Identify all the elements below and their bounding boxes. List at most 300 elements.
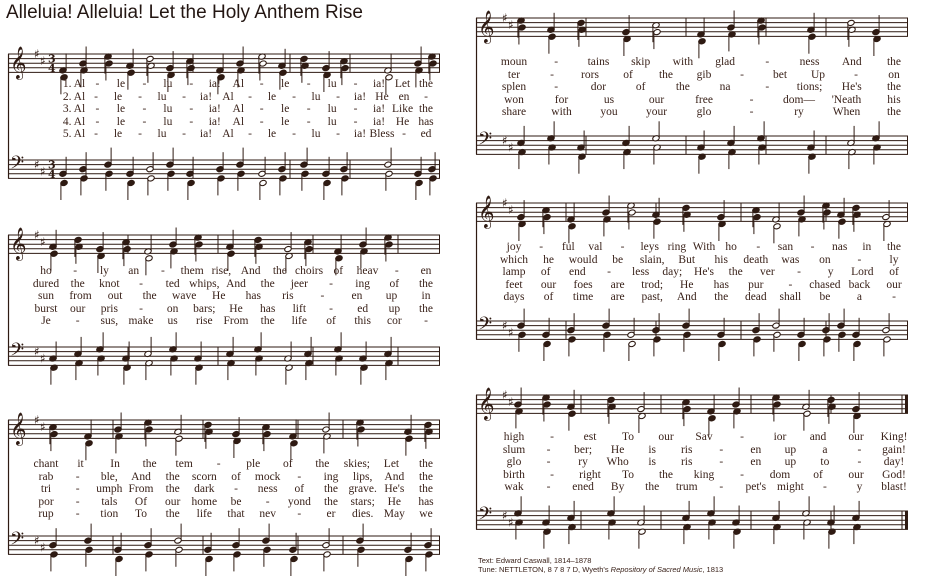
lyric-syllable: pris [100, 302, 118, 315]
lyric-syllable: moun [500, 56, 528, 68]
note-icon [236, 46, 244, 67]
note-icon [653, 336, 661, 357]
lyric-hyphen: - [336, 90, 340, 103]
sharp-icon: ♯ [40, 419, 46, 434]
lyric-syllable: gib [696, 68, 712, 81]
note-icon [803, 410, 811, 431]
credits [478, 556, 723, 574]
lyric-hyphen: - [297, 470, 302, 483]
lyric-line-verse-1 [8, 265, 440, 278]
hymn-title: Alleluia! Alleluia! Let the Holy Anthem Rise [6, 2, 363, 23]
bass-clef-icon: 𝄢 [478, 503, 493, 529]
lyric-syllable: And [676, 291, 697, 304]
lyric-syllable: to [820, 456, 830, 469]
lyric-syllable: right [579, 468, 601, 481]
tune-credit-prefix: Tune: NETTLETON, 8 7 8 7 D, Wyeth's [478, 565, 611, 574]
lyric-hyphen: - [320, 290, 325, 303]
lyric-syllable: King! [880, 431, 908, 443]
note-icon [883, 220, 891, 241]
bass-staff [8, 533, 440, 554]
sharp-icon: ♯ [502, 133, 508, 148]
note-icon [174, 524, 182, 545]
lyric-syllable: birth [503, 468, 525, 481]
note-icon [359, 227, 367, 248]
lyric-syllable: the [165, 508, 180, 521]
lyric-line-verse-4 [476, 94, 908, 107]
lyric-syllable: y [856, 481, 863, 494]
note-icon [301, 170, 309, 191]
lyric-hyphen: - [182, 90, 186, 103]
lyric-syllable: our [69, 302, 86, 315]
note-icon [623, 149, 631, 170]
note-icon [543, 528, 551, 549]
note-icon [828, 528, 836, 549]
lyric-hyphen: - [306, 103, 311, 116]
lyric-hyphen: - [336, 128, 340, 141]
lyric-syllable: ry [578, 456, 588, 469]
sharp-icon: ♯ [508, 17, 514, 32]
lyric-syllable: nas [832, 241, 848, 253]
lyric-hyphen: - [857, 456, 862, 469]
note-icon [853, 524, 861, 545]
lyric-syllable: of [333, 265, 344, 277]
note-icon [79, 152, 87, 173]
lyric-syllable: lu [327, 103, 337, 116]
note-icon [305, 360, 313, 381]
lyric-line-verse-5 [476, 106, 908, 119]
lyric-syllable: the [886, 81, 902, 94]
note-icon [638, 412, 646, 433]
sharp-icon: ♯ [508, 394, 514, 409]
note-icon [85, 546, 93, 567]
note-icon [385, 360, 393, 381]
lyric-syllable: wak [504, 481, 524, 494]
lyric-syllable: the [323, 495, 339, 508]
lyrics-block [8, 78, 440, 141]
sharp-icon: ♯ [40, 53, 46, 68]
note-icon [882, 313, 890, 334]
lyric-syllable: ry [794, 106, 804, 119]
lyric-syllable: y [827, 266, 834, 279]
note-icon [175, 546, 183, 567]
lyric-syllable: dies. [351, 508, 374, 521]
note-icon [638, 528, 646, 549]
lyric-hyphen: - [73, 265, 78, 277]
lyric-syllable: en [750, 456, 762, 469]
note-icon [707, 496, 715, 517]
lyric-syllable: ia! [208, 115, 221, 128]
lyric-hyphen: - [142, 115, 147, 128]
lyric-syllable: rise [196, 315, 213, 328]
lyric-hyphen: - [75, 508, 80, 521]
lyric-syllable: tals [101, 495, 118, 508]
lyric-syllable: make [128, 315, 154, 328]
lyric-syllable: He [229, 302, 243, 315]
lyric-hyphen: - [161, 265, 165, 277]
note-icon [424, 528, 432, 549]
note-icon [357, 546, 365, 567]
lyric-syllable: ly [99, 265, 109, 277]
lyric-syllable: time [572, 291, 594, 304]
note-icon [603, 216, 611, 237]
lyric-syllable: day; [662, 266, 683, 279]
note-icon [848, 149, 856, 170]
lyric-syllable: dark [194, 483, 215, 496]
note-icon [753, 214, 761, 235]
lyric-syllable: lu [327, 78, 337, 90]
note-icon [757, 121, 765, 142]
note-icon [175, 435, 183, 456]
note-icon [578, 153, 586, 174]
lyric-syllable: ened [572, 481, 594, 494]
lyric-syllable: with [551, 106, 572, 119]
lyric-syllable: has [418, 495, 434, 508]
lyric-syllable: 5. Al [62, 128, 86, 141]
lyric-syllable: God! [882, 468, 906, 481]
lyric-syllable: yond [287, 495, 311, 508]
lyric-hyphen: - [248, 90, 252, 103]
lyric-line-verse-1 [476, 56, 908, 69]
lyric-hyphen: - [810, 241, 815, 253]
note-icon [623, 35, 631, 56]
lyric-hyphen: - [139, 277, 143, 290]
lyric-hyphen: - [189, 103, 194, 116]
lyric-syllable: 3. Al [62, 103, 86, 116]
lyric-syllable: Al [232, 115, 245, 128]
lyric-syllable: He [387, 495, 402, 508]
note-icon [798, 216, 806, 237]
lyric-syllable: Al [232, 78, 245, 90]
treble-staff [476, 395, 908, 413]
lyric-hyphen: - [424, 315, 428, 328]
lyric-syllable: of [231, 470, 241, 483]
lyrics-block [8, 265, 440, 328]
lyric-hyphen: - [353, 78, 358, 90]
lyric-hyphen: - [394, 265, 399, 277]
lyric-hyphen: - [234, 483, 238, 496]
note-icon [145, 360, 153, 381]
note-icon [628, 209, 636, 230]
note-icon [123, 364, 131, 385]
note-icon [518, 149, 526, 170]
lyric-syllable: of [540, 266, 551, 279]
lyric-hyphen: - [94, 90, 98, 103]
lyric-syllable: chased [809, 278, 841, 291]
lyric-syllable: less [632, 266, 650, 279]
lyric-syllable: wave [172, 290, 197, 303]
lyric-syllable: ful [561, 241, 575, 253]
lyric-line-verse-5 [476, 291, 908, 304]
note-icon [60, 179, 68, 200]
lyric-line-verse-3 [476, 266, 908, 279]
lyric-line-verse-1 [476, 241, 908, 254]
note-icon [543, 214, 551, 235]
sharp-icon: ♯ [40, 164, 46, 179]
lyric-syllable: Sav [695, 431, 713, 443]
lyric-syllable: ly [889, 253, 899, 266]
music-system-4 [476, 10, 908, 160]
note-icon [285, 364, 293, 385]
lyric-syllable: has [259, 302, 276, 315]
lyric-syllable: trod; [641, 278, 664, 291]
lyric-hyphen: - [75, 470, 80, 483]
lyric-syllable: of [326, 315, 336, 328]
lyric-syllable: with [672, 56, 694, 68]
lyric-syllable: ver [759, 266, 775, 279]
lyric-hyphen: - [719, 456, 724, 469]
bass-clef-icon: 𝄢 [478, 313, 493, 339]
lyric-syllable: 1. Al [62, 78, 86, 90]
sharp-icon: ♯ [34, 412, 40, 427]
lyric-hyphen: - [822, 481, 827, 494]
lyric-syllable: the [260, 277, 275, 290]
lyric-syllable: ia! [372, 115, 386, 128]
lyric-syllable: By [610, 481, 625, 494]
sharp-icon: ♯ [34, 157, 40, 172]
lyric-syllable: lu [157, 128, 167, 141]
lyric-syllable: ness [257, 483, 278, 496]
lyric-syllable: lu [311, 90, 321, 103]
treble-clef-icon: 𝄞 [10, 226, 27, 260]
note-icon [254, 332, 262, 353]
lyric-syllable: stars; [350, 495, 375, 508]
lyric-syllable: ed [357, 302, 369, 315]
lyrics-block [8, 458, 440, 521]
sharp-icon: ♯ [34, 227, 40, 242]
lyric-syllable: skies; [343, 458, 371, 470]
lyric-hyphen: - [75, 483, 80, 496]
lyric-syllable: the [418, 103, 434, 116]
lyric-syllable: for [554, 93, 569, 106]
note-icon [415, 179, 423, 200]
lyric-syllable: the [886, 56, 902, 68]
music-system-6 [476, 383, 908, 551]
lyric-syllable: mock [254, 470, 281, 483]
lyric-syllable: le [281, 103, 290, 116]
lyric-hyphen: - [248, 128, 252, 141]
note-icon [385, 241, 393, 262]
lyric-syllable: rors [581, 68, 599, 81]
note-icon [236, 148, 244, 169]
lyric-syllable: be [819, 291, 831, 304]
lyric-syllable: us [603, 93, 615, 106]
lyric-syllable: grave. [348, 483, 377, 496]
lyric-syllable: May [383, 508, 405, 521]
lyric-syllable: the [675, 81, 690, 94]
note-icon [195, 241, 203, 262]
sharp-icon: ♯ [34, 533, 40, 548]
lyric-syllable: ia! [353, 90, 367, 103]
lyric-syllable: lu [157, 90, 167, 103]
lyric-syllable: In [110, 458, 120, 470]
music-system-5 [476, 195, 908, 355]
note-icon [166, 148, 174, 169]
lyric-syllable: might [776, 481, 804, 494]
lyric-syllable: ter [507, 68, 521, 81]
lyric-line-verse-5 [8, 508, 440, 521]
lyric-hyphen: - [740, 468, 744, 481]
lyric-syllable: He's [384, 483, 405, 496]
lyric-hyphen: - [797, 266, 801, 279]
note-icon [752, 313, 760, 334]
lyric-hyphen: - [620, 241, 625, 253]
note-icon [773, 524, 781, 545]
lyric-hyphen: - [259, 115, 264, 128]
lyric-hyphen: - [265, 495, 270, 508]
lyric-syllable: gain! [882, 443, 906, 456]
lyric-syllable: est [583, 431, 597, 443]
lyric-syllable: of [389, 277, 400, 290]
lyric-hyphen: - [546, 456, 551, 469]
lyric-syllable: na [719, 81, 731, 94]
lyric-syllable: dom [769, 468, 791, 481]
lyric-syllable: en [351, 290, 363, 303]
treble-clef-icon: 𝄞 [478, 194, 495, 228]
lyric-hyphen: - [292, 90, 296, 103]
lyric-syllable: the [418, 458, 434, 470]
lyric-syllable: glo [696, 106, 712, 119]
lyric-syllable: From [223, 315, 249, 328]
lyric-syllable: free [695, 93, 713, 106]
music-system-3 [8, 408, 440, 580]
lyric-syllable: lu [327, 115, 337, 128]
lyric-syllable: sus, [100, 315, 119, 328]
note-icon [169, 332, 177, 353]
note-icon [727, 10, 735, 31]
lyric-syllable: scorn [191, 470, 217, 483]
lyric-hyphen: - [854, 68, 858, 81]
note-icon [602, 195, 610, 216]
note-icon [360, 364, 368, 385]
lyric-syllable: ris [680, 456, 693, 469]
note-icon [50, 364, 58, 385]
lyric-syllable: the [418, 302, 434, 315]
treble-staff [8, 420, 440, 438]
lyric-syllable: on [888, 68, 900, 81]
note-icon [797, 195, 805, 216]
lyric-syllable: the [418, 277, 434, 290]
note-icon [237, 170, 245, 191]
lyric-syllable: He's [841, 81, 862, 94]
lyric-syllable: slum [502, 443, 526, 456]
lyric-syllable: on [166, 302, 179, 315]
lyric-hyphen: - [857, 443, 862, 456]
lyric-syllable: them [180, 265, 204, 277]
lyric-syllable: ia! [199, 128, 213, 141]
lyric-syllable: umph [96, 483, 123, 496]
lyric-syllable: san [777, 241, 794, 253]
lyric-syllable: foes [573, 278, 593, 291]
lyric-hyphen: - [94, 128, 98, 141]
lyric-syllable: the [886, 106, 902, 119]
lyric-hyphen: - [139, 302, 143, 315]
lyric-syllable: ia! [353, 128, 367, 141]
note-icon [428, 152, 436, 173]
lyric-syllable: up [385, 290, 398, 303]
lyric-syllable: our [848, 468, 864, 481]
lyric-hyphen: - [259, 78, 264, 90]
note-icon [187, 179, 195, 200]
lyric-hyphen: - [749, 106, 754, 119]
note-icon [602, 309, 610, 330]
lyric-syllable: his [887, 93, 901, 106]
lyric-hyphen: - [749, 93, 754, 106]
lyric-syllable: on [819, 253, 831, 266]
sharp-icon: ♯ [508, 202, 514, 217]
lyric-syllable: le [116, 78, 126, 90]
lyric-syllable: Let [383, 458, 400, 470]
lyric-syllable: a [856, 291, 863, 304]
lyric-syllable: has [245, 290, 261, 303]
lyric-syllable: bet [772, 68, 788, 81]
lyric-line-verse-2 [476, 69, 908, 82]
note-icon [518, 24, 526, 45]
lyric-hyphen: - [306, 78, 311, 90]
note-icon [733, 408, 741, 429]
note-icon [405, 555, 413, 576]
lyric-syllable: was [781, 253, 800, 266]
note-icon [49, 528, 57, 549]
note-icon [652, 121, 660, 142]
note-icon [823, 209, 831, 230]
lyric-syllable: this [354, 315, 371, 328]
lyric-hyphen: - [607, 266, 611, 279]
lyric-syllable: rup [38, 508, 54, 521]
tune-credit [478, 565, 723, 574]
lyric-syllable: ia! [372, 78, 386, 90]
lyric-syllable: le [267, 90, 277, 103]
note-icon [233, 551, 241, 572]
lyric-line-verse-3 [8, 103, 440, 116]
lyric-syllable: past, [641, 291, 663, 304]
lyric-syllable: burst [34, 302, 58, 315]
lyric-syllable: He [212, 290, 226, 303]
lyric-syllable: ple [246, 458, 261, 470]
note-icon [808, 33, 816, 54]
lyric-syllable: le [281, 78, 290, 90]
lyrics-block [476, 56, 908, 119]
lyric-syllable: ior [773, 431, 787, 443]
lyric-syllable: lu [163, 103, 173, 116]
note-icon [334, 332, 342, 353]
lyric-syllable: 2. Al [62, 90, 86, 103]
lyric-syllable: 'Neath [831, 93, 862, 106]
note-icon [543, 401, 551, 422]
lyric-syllable: heav [356, 265, 379, 277]
lyric-hyphen: - [554, 56, 559, 68]
lyric-hyphen: - [306, 115, 311, 128]
bass-clef-icon: 𝄢 [478, 128, 493, 154]
lyric-syllable: en [750, 443, 762, 456]
note-icon [263, 546, 271, 567]
lyric-syllable: our [658, 431, 674, 443]
lyric-syllable: cor [386, 315, 402, 328]
lyric-syllable: sun [38, 290, 54, 303]
note-icon [195, 364, 203, 385]
lyric-hyphen: - [75, 495, 80, 508]
note-icon [653, 29, 661, 50]
lyric-syllable: He [395, 115, 410, 128]
lyric-syllable: the [418, 483, 434, 496]
note-icon [384, 148, 392, 169]
lyric-syllable: we [419, 508, 433, 521]
bass-staff [8, 157, 440, 178]
lyric-syllable: To [622, 431, 634, 443]
lyric-hyphen: - [719, 481, 724, 494]
lyric-syllable: of [813, 468, 823, 481]
lyric-syllable: the [728, 266, 743, 279]
lyric-syllable: life [291, 315, 307, 328]
